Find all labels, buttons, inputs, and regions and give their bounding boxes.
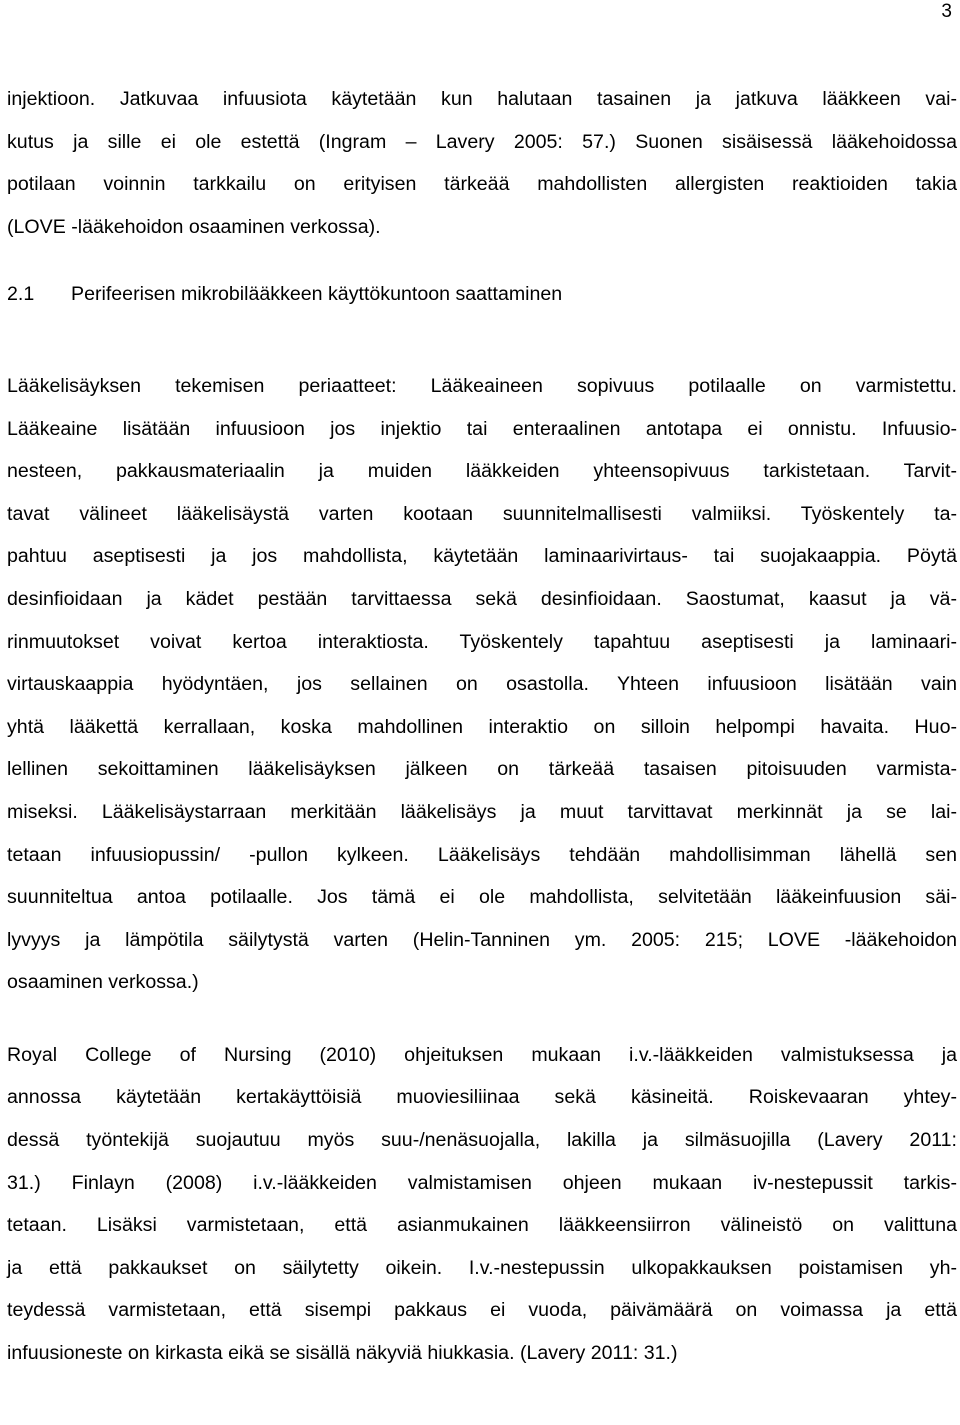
paragraph-spacer (7, 1004, 957, 1034)
text-line: teydessä varmistetaan, että sisempi pakkaus ei vuoda, päivämäärä on voimassa ja että (7, 1299, 957, 1322)
text-line: miseksi. Lääkelisäystarraan merkitään lääkelisäys ja muut tarvittavat merkinnät ja se lai- (7, 800, 957, 823)
text-line: virtauskaappia hyödyntäen, jos sellainen on osastolla. Yhteen infuusioon lisätään vain (7, 673, 957, 696)
section-number: 2.1 (7, 283, 35, 306)
text-line: Lääkelisäyksen tekemisen periaatteet: Lääkeaineen sopivuus potilaalle on varmistettu. (7, 374, 957, 397)
text-line: desinfioidaan ja kädet pestään tarvittaessa sekä desinfioidaan. Saostumat, kaasut ja vä- (7, 587, 957, 610)
text-line: 31.) Finlayn (2008) i.v.-lääkkeiden valmistamisen ohjeen mukaan iv-nestepussit tarkis- (7, 1171, 957, 1194)
page-content (7, 78, 957, 1375)
paragraph-3 (7, 1034, 957, 1375)
text-line: dessä työntekijä suojautuu myös suu-/nenäsuojalla, lakilla ja silmäsuojilla (Lavery 2011: (7, 1129, 957, 1152)
text-line: (LOVE -lääkehoidon osaaminen verkossa). (7, 215, 381, 238)
text-line: pahtuu aseptisesti ja jos mahdollista, käytetään laminaarivirtaus- tai suojakaappia. Pöytä (7, 545, 957, 568)
page-number: 3 (941, 1, 952, 22)
text-line: lellinen sekoittaminen lääkelisäyksen jälkeen on tärkeää tasaisen pitoisuuden varmista- (7, 758, 957, 781)
paragraph-1 (7, 78, 957, 248)
text-line: osaaminen verkossa.) (7, 971, 199, 994)
paragraph-2 (7, 365, 957, 1004)
text-line: tavat välineet lääkelisäystä varten kootaan suunnitelmallisesti valmiiksi. Työskentely ta- (7, 502, 957, 525)
text-line: infuusioneste on kirkasta eikä se sisällä näkyviä hiukkasia. (Lavery 2011: 31.) (7, 1342, 678, 1365)
text-line: nesteen, pakkausmateriaalin ja muiden lääkkeiden yhteensopivuus tarkistetaan. Tarvit- (7, 460, 957, 483)
text-line: Royal College of Nursing (2010) ohjeituksen mukaan i.v.-lääkkeiden valmistuksessa ja (7, 1043, 957, 1066)
text-line: injektioon. Jatkuvaa infuusiota käytetään kun halutaan tasainen ja jatkuva lääkkeen vai- (7, 88, 957, 110)
text-line: kutus ja sille ei ole estettä (Ingram – Lavery 2005: 57.) Suonen sisäisessä lääkehoidossa (7, 130, 957, 153)
text-line: potilaan voinnin tarkkailu on erityisen tärkeää mahdollisten allergisten reaktioiden takia (7, 173, 957, 196)
text-line: annossa käytetään kertakäyttöisiä muoviesiliinaa sekä käsineitä. Roiskevaaran yhtey- (7, 1086, 957, 1109)
text-line: ja että pakkaukset on säilytetty oikein. I.v.-nestepussin ulkopakkauksen poistamisen yh- (7, 1256, 957, 1279)
text-line: lyvyys ja lämpötila säilytystä varten (Helin-Tanninen ym. 2005: 215; LOVE -lääkehoidon (7, 928, 957, 951)
text-line: suunniteltua antoa potilaalle. Jos tämä ei ole mahdollista, selvitetään lääkeinfuusion säi- (7, 886, 957, 909)
section-title: Perifeerisen mikrobilääkkeen käyttökuntoon saattaminen (71, 283, 563, 306)
text-line: Lääkeaine lisätään infuusioon jos injektio tai enteraalinen antotapa ei onnistu. Infuusio- (7, 417, 957, 440)
text-line: tetaan. Lisäksi varmistetaan, että asianmukainen lääkkeensiirron välineistö on valittuna (7, 1214, 957, 1237)
text-line: tetaan infuusiopussin/ -pullon kylkeen. Lääkelisäys tehdään mahdollisimman lähellä sen (7, 843, 957, 866)
text-line: rinmuutokset voivat kertoa interaktiosta. Työskentely tapahtuu aseptisesti ja laminaari- (7, 630, 957, 653)
section-heading (7, 273, 957, 316)
text-line: yhtä lääkettä kerrallaan, koska mahdollinen interaktio on silloin helpompi havaita. Huo- (7, 715, 957, 738)
